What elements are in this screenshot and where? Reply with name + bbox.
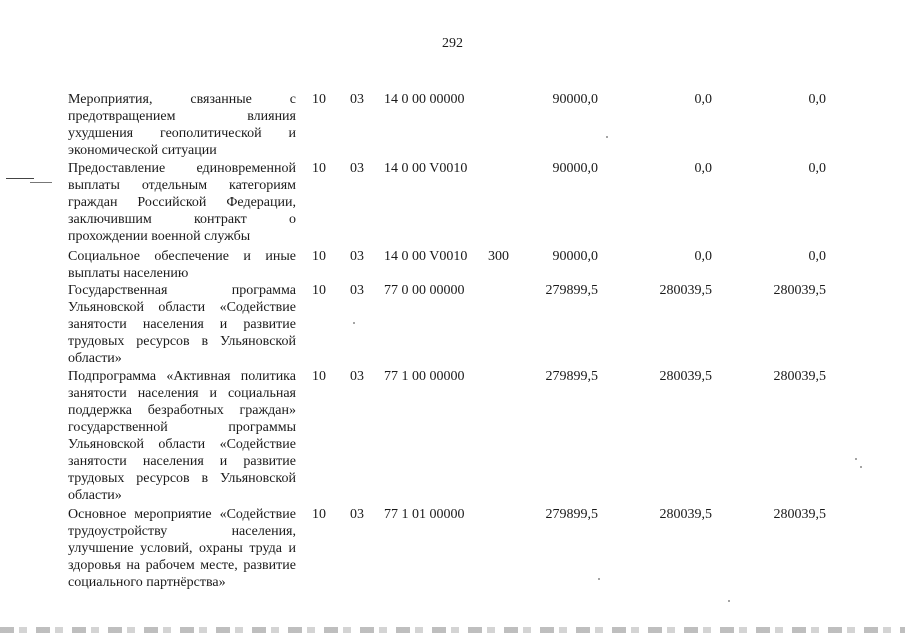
row-description: Мероприятия, связанные с предотвращением влияния ухудшения геополитической и экономической ситуации [68, 92, 296, 158]
row-podrazdel: 03 [350, 161, 364, 176]
row-razdel: 10 [312, 507, 326, 522]
row-target-article: 77 1 01 00000 [384, 507, 465, 522]
row-razdel: 10 [312, 92, 326, 107]
row-description: Предоставление единовременной выплаты отдельным категориям граждан Российской Федерации, заключившим контракт о прохождении военной службы [68, 161, 296, 244]
row-target-article: 77 1 00 00000 [384, 369, 465, 384]
row-amount-year3: 280039,5 [773, 283, 826, 298]
scan-artifact-dash [30, 182, 52, 183]
row-amount-year1: 279899,5 [545, 369, 598, 384]
row-amount-year1: 279899,5 [545, 507, 598, 522]
row-amount-year3: 280039,5 [773, 507, 826, 522]
row-amount-year1: 90000,0 [552, 161, 598, 176]
row-amount-year3: 280039,5 [773, 369, 826, 384]
row-amount-year1: 90000,0 [552, 249, 598, 264]
row-razdel: 10 [312, 283, 326, 298]
row-podrazdel: 03 [350, 249, 364, 264]
row-target-article: 14 0 00 00000 [384, 92, 465, 107]
row-amount-year3: 0,0 [808, 92, 826, 107]
row-amount-year2: 0,0 [694, 161, 712, 176]
row-amount-year1: 90000,0 [552, 92, 598, 107]
row-target-article: 77 0 00 00000 [384, 283, 465, 298]
row-description: Государственная программа Ульяновской области «Содействие занятости населения и развитие трудовых ресурсов в Ульяновской области» [68, 283, 296, 366]
row-amount-year2: 0,0 [694, 92, 712, 107]
row-amount-year2: 280039,5 [659, 507, 712, 522]
scan-artifact-dash [6, 178, 34, 179]
row-razdel: 10 [312, 249, 326, 264]
scan-speck [598, 578, 600, 580]
scan-speck [855, 458, 857, 460]
page-number: 292 [442, 36, 463, 51]
row-razdel: 10 [312, 369, 326, 384]
scan-bottom-edge [0, 627, 905, 633]
scan-speck [606, 136, 608, 138]
row-podrazdel: 03 [350, 507, 364, 522]
row-description: Социальное обеспечение и иные выплаты населению [68, 249, 296, 281]
row-amount-year3: 0,0 [808, 249, 826, 264]
row-target-article: 14 0 00 V0010 [384, 161, 468, 176]
row-target-article: 14 0 00 V0010 [384, 249, 468, 264]
row-podrazdel: 03 [350, 283, 364, 298]
scan-speck [728, 600, 730, 602]
row-razdel: 10 [312, 161, 326, 176]
row-podrazdel: 03 [350, 92, 364, 107]
row-amount-year2: 0,0 [694, 249, 712, 264]
row-expense-type: 300 [488, 249, 509, 264]
row-amount-year3: 0,0 [808, 161, 826, 176]
row-description: Основное мероприятие «Содействие трудоустройству населения, улучшение условий, охраны труда и здоровья на рабочем месте, развитие социального партнёрства» [68, 507, 296, 590]
row-amount-year1: 279899,5 [545, 283, 598, 298]
scan-speck [860, 466, 862, 468]
row-amount-year2: 280039,5 [659, 283, 712, 298]
row-description: Подпрограмма «Активная политика занятости населения и социальная поддержка безработных граждан» государственной программы Ульяновской области «Содействие занятости населения и развитие трудовых ресурсов в Ульяновской области» [68, 369, 296, 503]
row-amount-year2: 280039,5 [659, 369, 712, 384]
scan-speck [353, 322, 355, 324]
row-podrazdel: 03 [350, 369, 364, 384]
